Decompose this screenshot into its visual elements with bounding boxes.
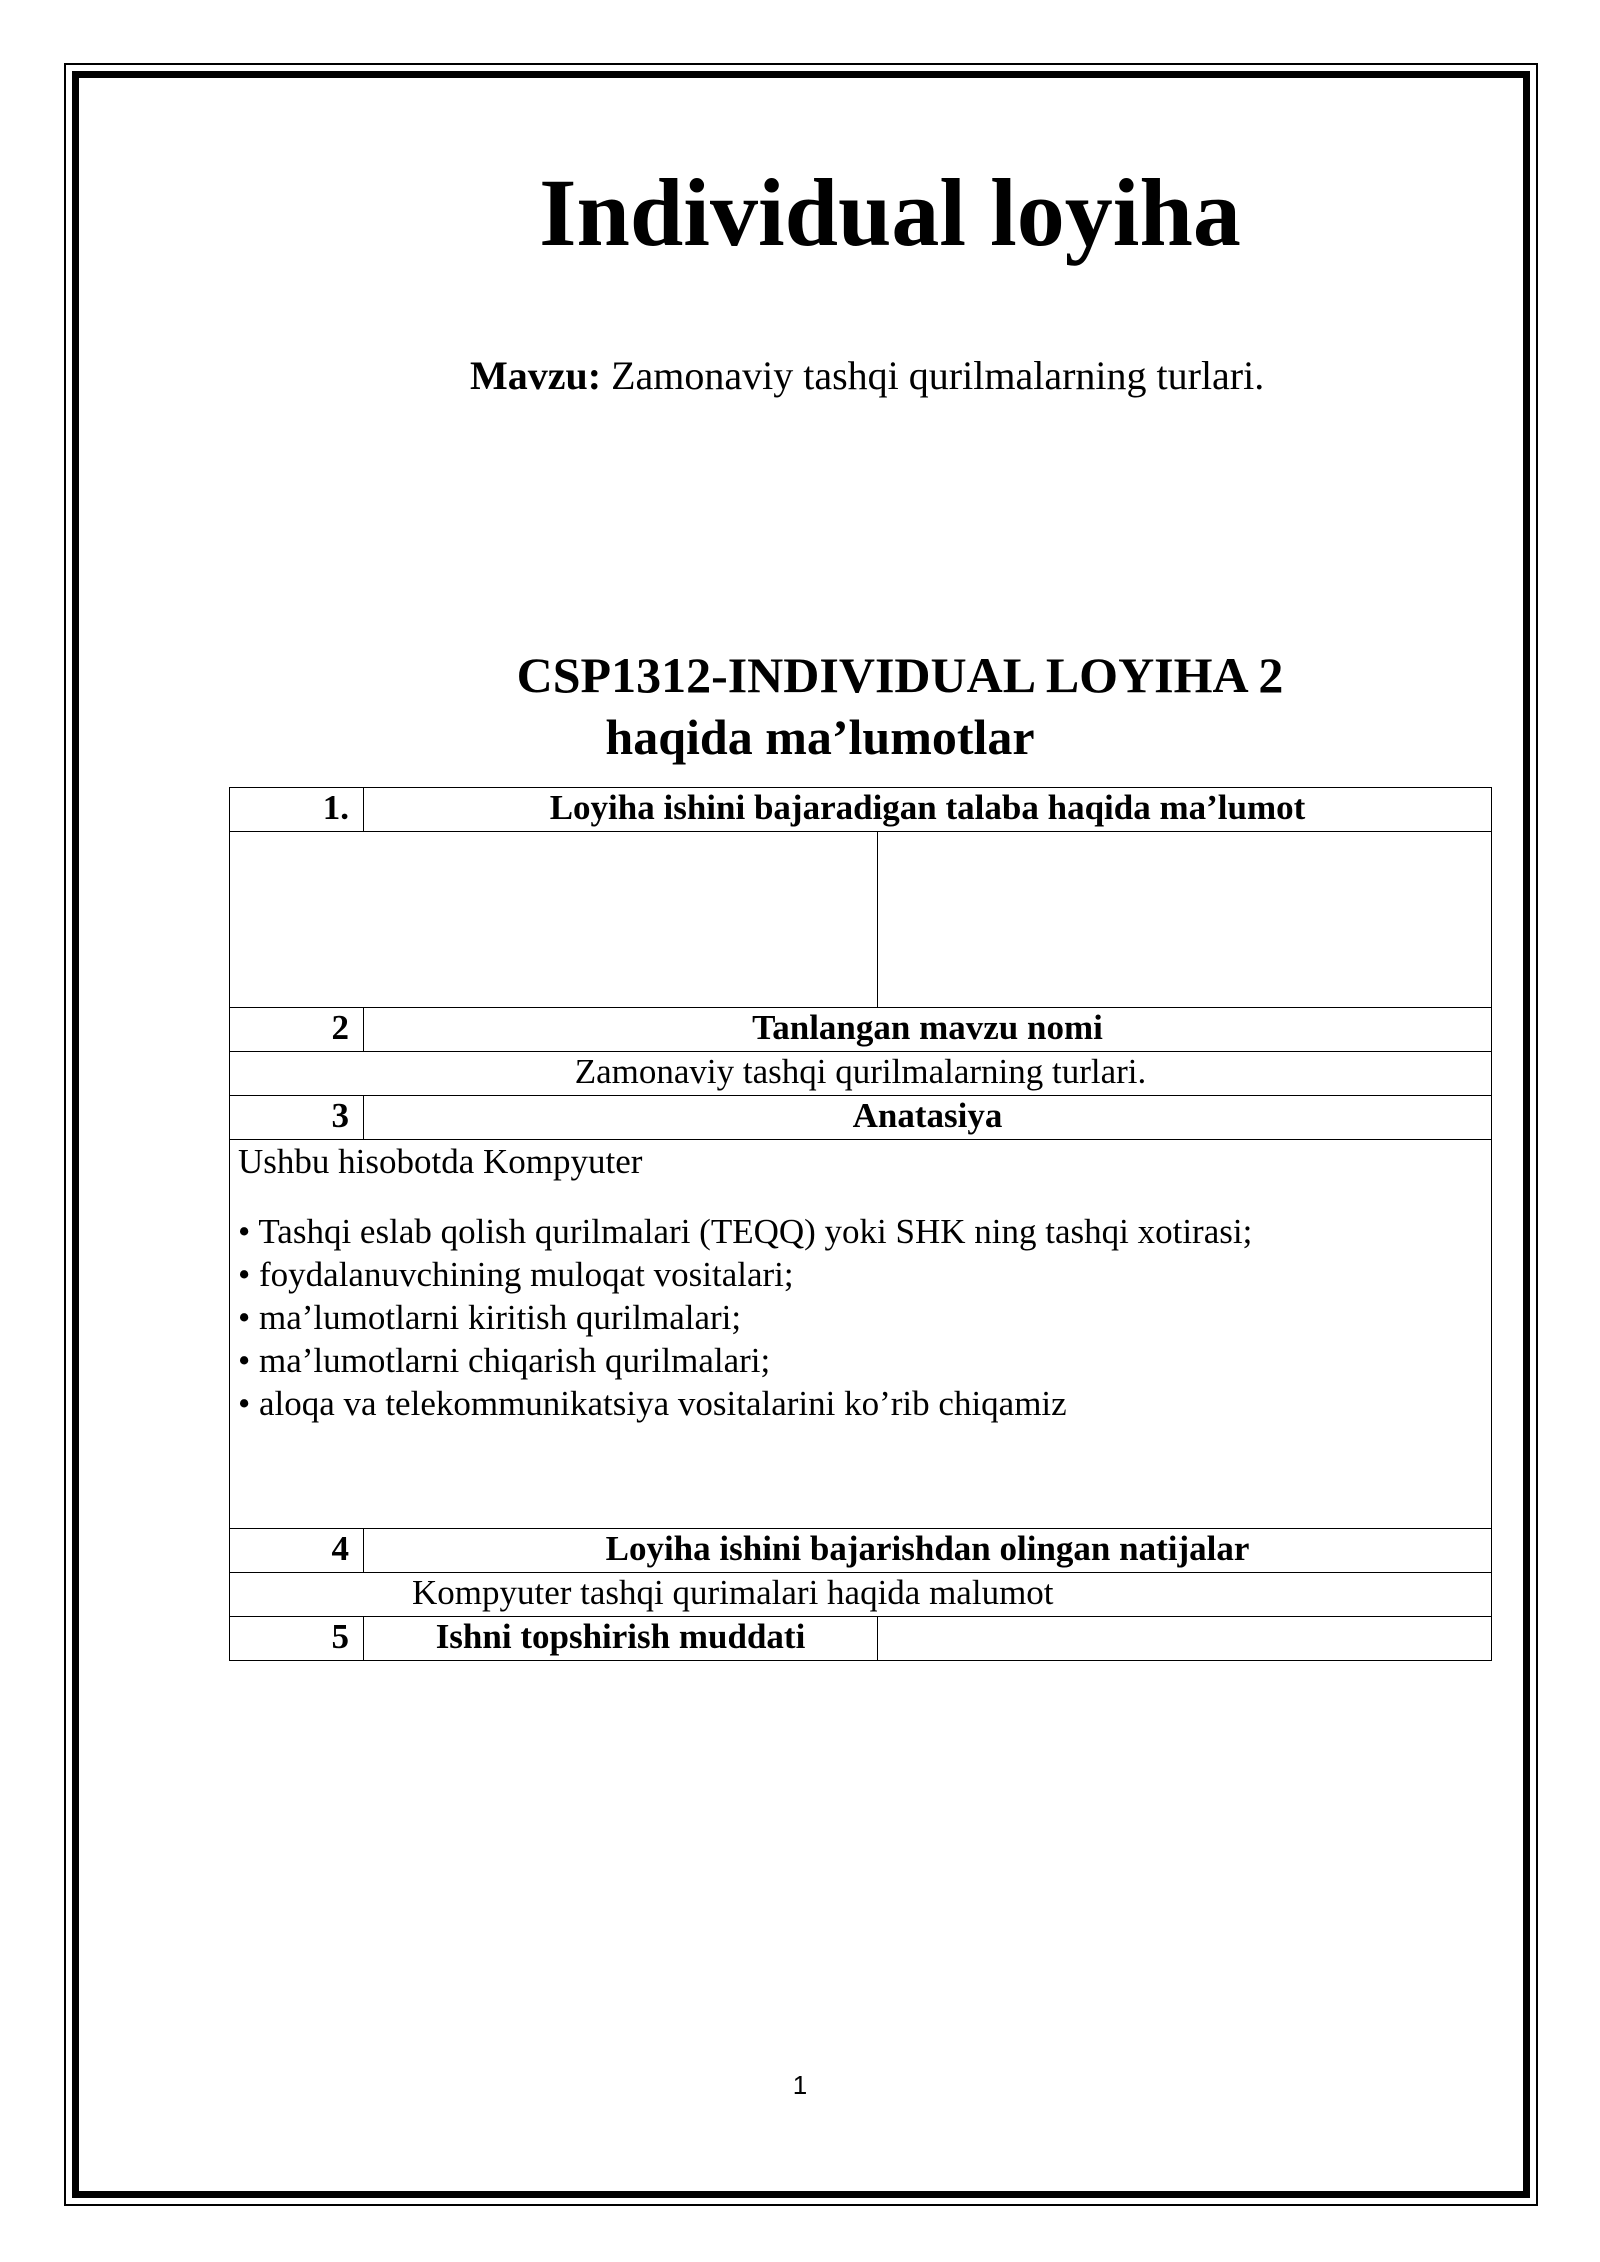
abstract-intro: Ushbu hisobotda Kompyuter (238, 1142, 643, 1181)
row-number: 3 (230, 1096, 364, 1140)
section-heading-line2: haqida ma’lumotlar (605, 709, 1035, 765)
subject-text: Zamonaviy tashqi qurilmalarning turlari. (601, 353, 1265, 398)
row-header-abstract: Anatasiya (364, 1096, 1492, 1140)
list-item: • foydalanuvchining muloqat vositalari; (238, 1255, 794, 1294)
list-item: • aloqa va telekommunikatsiya vositalarini ko’rib chiqamiz (238, 1384, 1067, 1423)
table-row (230, 1052, 1492, 1096)
table-row (230, 788, 1492, 832)
subject-label: Mavzu: (470, 353, 602, 398)
row-header-topic-name: Tanlangan mavzu nomi (364, 1008, 1492, 1052)
project-info-table (229, 787, 1492, 1661)
table-row (230, 832, 1492, 1008)
row-number: 5 (230, 1617, 364, 1661)
table-row (230, 1573, 1492, 1617)
row-header-results: Loyiha ishini bajarishdan olingan natijalar (364, 1529, 1492, 1573)
table-row (230, 1529, 1492, 1573)
page-number: 1 (792, 2070, 808, 2100)
abstract-bullet-list (238, 1210, 1483, 1425)
deadline-value (878, 1617, 1492, 1661)
table-row (230, 1096, 1492, 1140)
document-title: Individual loyiha (539, 159, 1241, 266)
section-heading-line1: CSP1312-INDIVIDUAL LOYIHA 2 (516, 647, 1284, 703)
row-header-student-info: Loyiha ishini bajaradigan talaba haqida ma’lumot (364, 788, 1492, 832)
student-info-right-cell (878, 832, 1492, 1008)
student-info-left-cell (230, 832, 878, 1008)
row-label-deadline: Ishni topshirish muddati (364, 1617, 878, 1661)
list-item: • Tashqi eslab qolish qurilmalari (TEQQ) yoki SHK ning tashqi xotirasi; (238, 1212, 1253, 1251)
list-item: • ma’lumotlarni kiritish qurilmalari; (238, 1298, 742, 1337)
table-row (230, 1008, 1492, 1052)
section-heading (300, 644, 1500, 768)
subject-line (470, 352, 1264, 400)
table-row (230, 1140, 1492, 1529)
row-number: 1. (230, 788, 364, 832)
results-cell (230, 1573, 1492, 1617)
row-number: 2 (230, 1008, 364, 1052)
results-value: Kompyuter tashqi qurimalari haqida malumot (412, 1573, 1054, 1612)
topic-name-value: Zamonaviy tashqi qurilmalarning turlari. (230, 1052, 1492, 1096)
row-number: 4 (230, 1529, 364, 1573)
list-item: • ma’lumotlarni chiqarish qurilmalari; (238, 1341, 771, 1380)
abstract-cell (230, 1140, 1492, 1529)
table-row (230, 1617, 1492, 1661)
